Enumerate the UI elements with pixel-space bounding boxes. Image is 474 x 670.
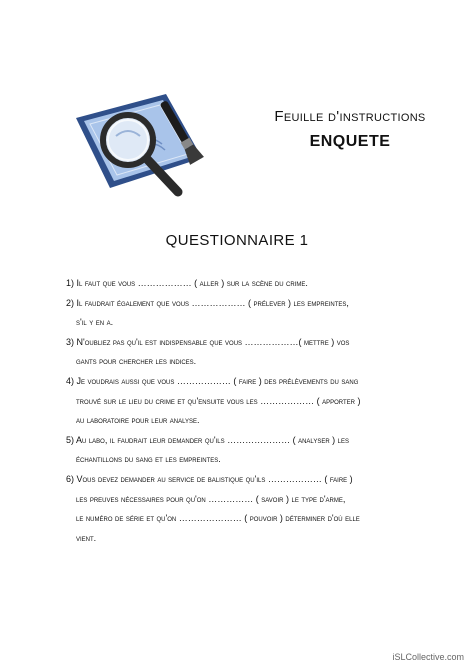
question-list	[66, 274, 438, 548]
question-2-line-2: s'il y en a.	[76, 317, 114, 328]
question-6-line-1: 6) Vous devez demander au service de balistique qu'ils ……………… ( faire )	[66, 473, 353, 484]
site-watermark: iSLCollective.com	[392, 652, 464, 662]
sheet-title: Feuille d'instructions	[274, 108, 426, 125]
question-5-line-1: 5) Au labo, il faudrait leur demander qu'ils ………………… ( analyser ) les	[66, 434, 349, 445]
question-5-line-2: échantillons du sang et les empreintes.	[76, 454, 221, 465]
question-6-line-3: le numéro de série et qu'on ………………… ( pouvoir ) déterminer d'où elle	[76, 513, 360, 524]
question-6-line-4: vient.	[76, 532, 97, 543]
question-4-line-3: au laboratoire pour leur analyse.	[76, 415, 200, 426]
question-4-line-2: trouvé sur le lieu du crime et qu'ensuite vous les ……………… ( apporter )	[76, 395, 361, 406]
question-1-line-1: 1) Il faut que vous ……………… ( aller ) sur la scène du crime.	[66, 278, 308, 288]
sheet-subtitle: ENQUETE	[309, 133, 391, 150]
magnifying-glass-fingerprint-brush-icon	[70, 88, 208, 206]
question-3-line-2: gants pour chercher les indices.	[76, 356, 197, 367]
questionnaire-heading: QUESTIONNAIRE 1	[165, 232, 309, 249]
question-3-line-1: 3) N'oubliez pas qu'il est indispensable que vous ………………( mettre ) vos	[66, 336, 350, 347]
question-4-line-1: 4) Je voudrais aussi que vous ……………… ( faire ) des prélèvements du sang	[66, 375, 359, 386]
question-6-line-2: les preuves nécessaires pour qu'on …………… ( savoir ) le type d'arme,	[76, 493, 346, 504]
question-2-line-1: 2) Il faudrait également que vous ……………… ( prélever ) les empreintes,	[66, 297, 349, 308]
